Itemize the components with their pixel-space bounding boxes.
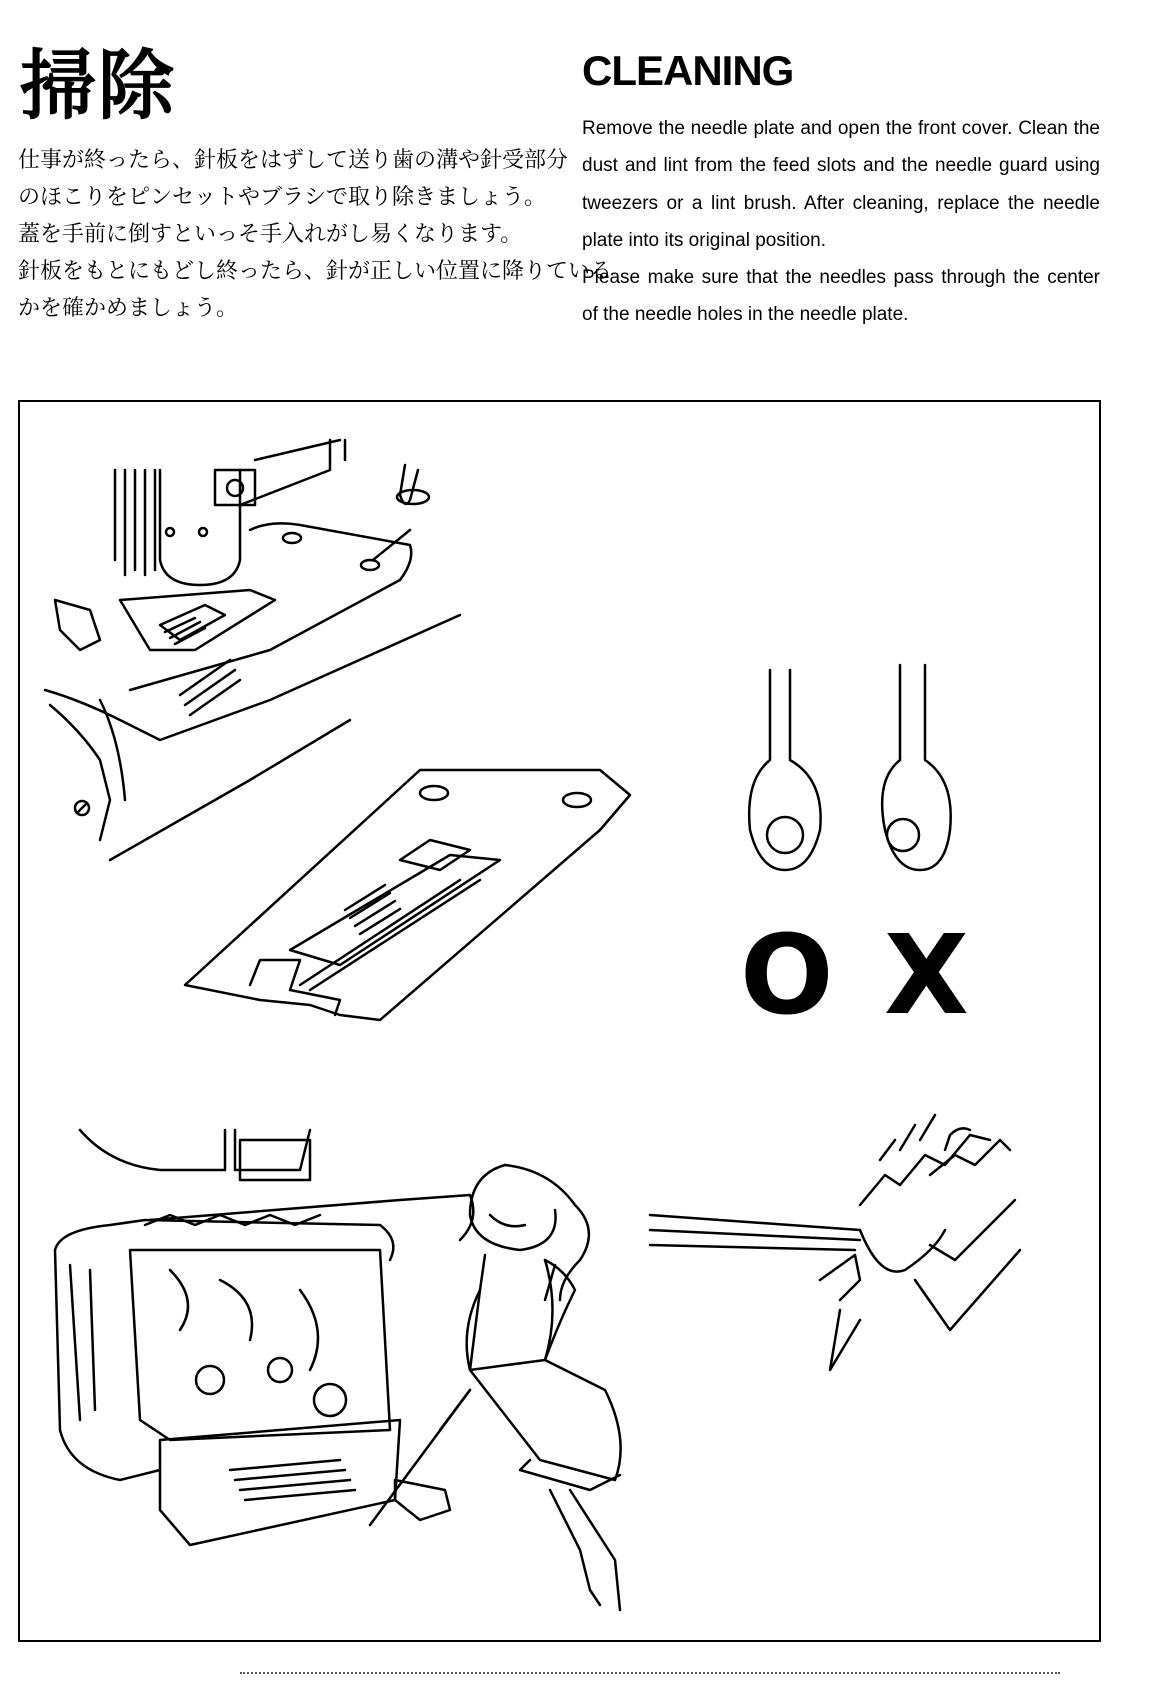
machine-bed-needle-area-drawing xyxy=(45,440,460,860)
tweezers-icon xyxy=(650,1215,860,1250)
needle-comparison-drawing xyxy=(749,665,951,870)
japanese-line-1: 仕事が終ったら、針板をはずして送り歯の溝や針受部分 xyxy=(18,148,569,173)
japanese-title: 掃除 xyxy=(20,41,176,130)
wrong-needle-icon xyxy=(882,665,951,870)
english-paragraph-1: Remove the needle plate and open the front cover. Clean the dust and lint from the feed slots and the needle guard using tweezers or a lint brush. After cleaning, replace the needle plate into its original position. xyxy=(582,118,1100,251)
footer-dots xyxy=(240,1672,1060,1678)
japanese-line-3: 蓋を手前に倒すといっそ手入れがし易くなります。 xyxy=(18,222,523,247)
needle-plate-drawing xyxy=(185,770,630,1020)
correct-mark: O xyxy=(740,911,834,1039)
english-title: CLEANING xyxy=(582,47,794,94)
tweezers-cleaning-feed-dogs-drawing xyxy=(650,1115,1020,1370)
english-paragraph-2: Please make sure that the needles pass through the center of the needle holes in the needle plate. xyxy=(582,267,1100,326)
japanese-line-5: かを確かめましょう。 xyxy=(18,296,239,321)
open-cover-with-woman-drawing xyxy=(55,1130,621,1610)
japanese-line-2: のほこりをピンセットやブラシで取り除きましょう。 xyxy=(18,185,547,210)
correct-needle-icon xyxy=(749,670,820,870)
wrong-mark: X xyxy=(884,911,969,1039)
japanese-line-4: 針板をもとにもどし終ったら、針が正しい位置に降りている xyxy=(18,259,613,284)
